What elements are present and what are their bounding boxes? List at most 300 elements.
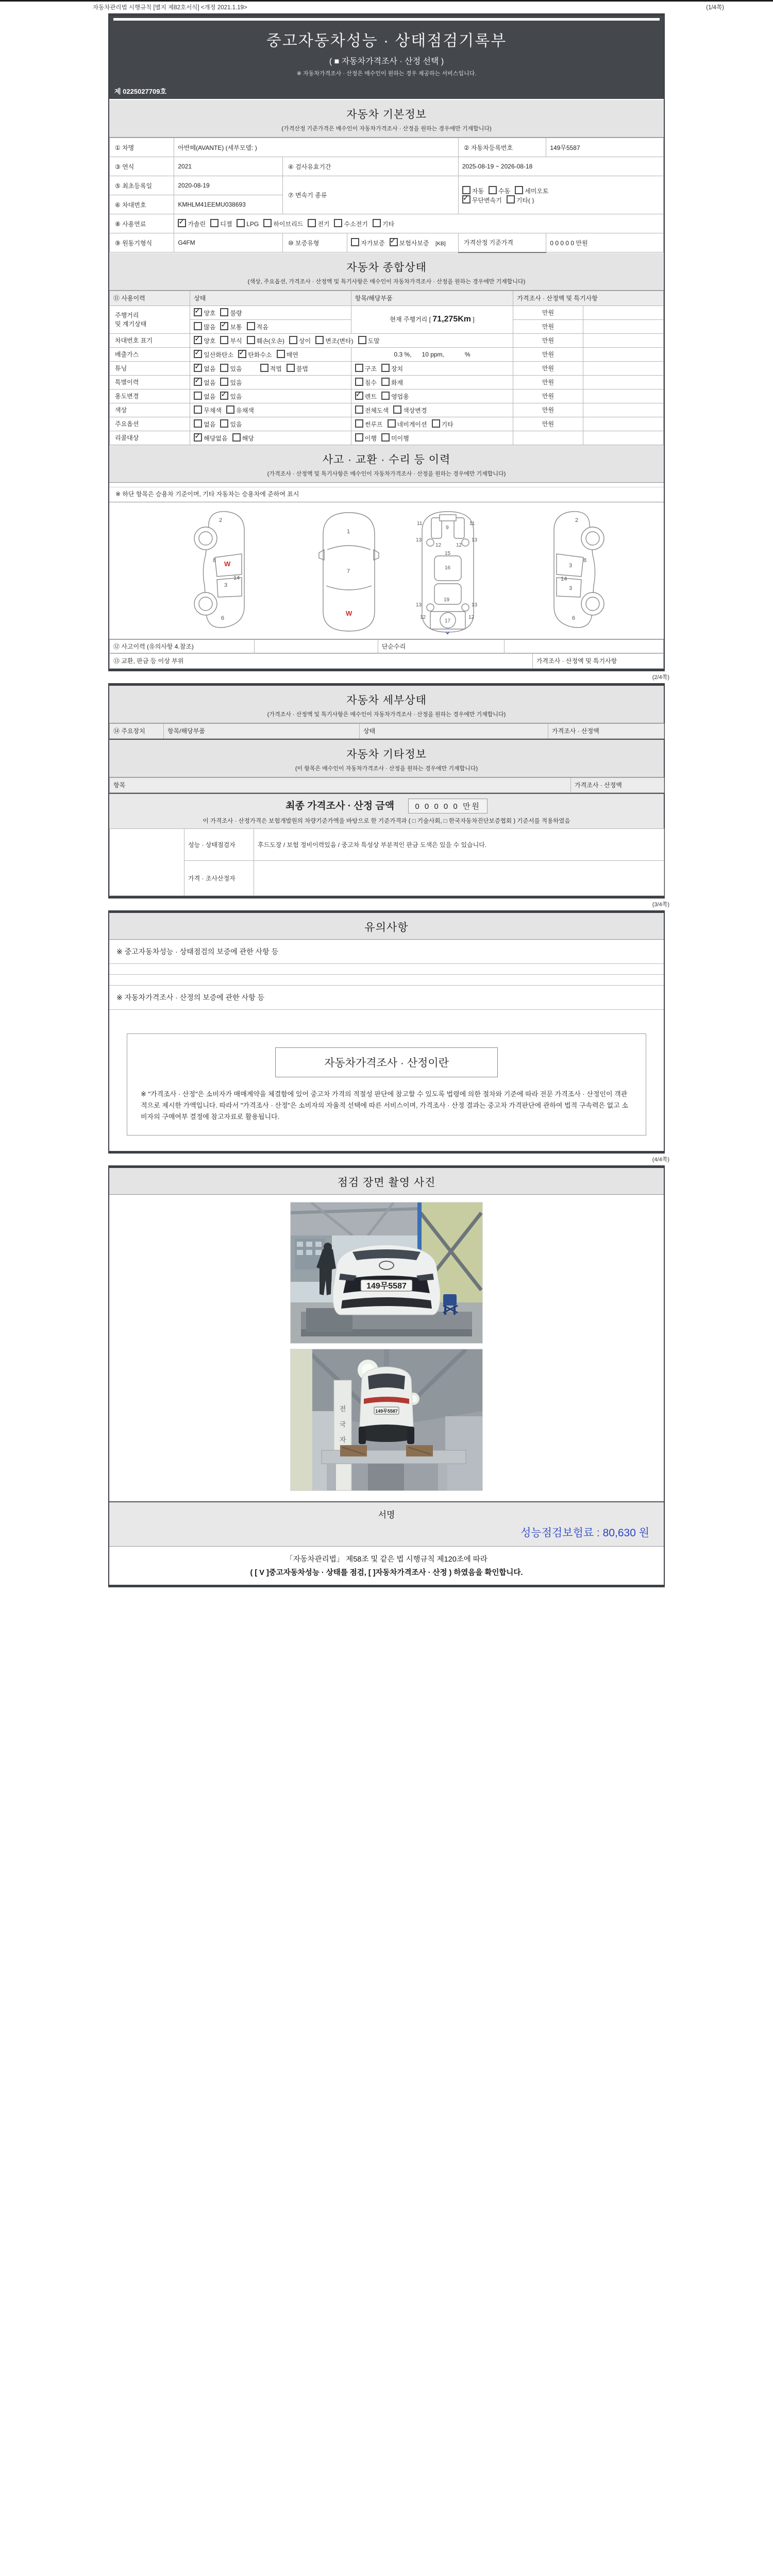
appraiser-opinion-text (254, 860, 664, 895)
row-category: 용도변경 (110, 389, 190, 403)
checkbox-option: 전기 (308, 219, 329, 228)
remark-cell (583, 361, 663, 375)
row-category: 튜닝 (110, 361, 190, 375)
inspection-fee-text: 성능점검보험료 : 80,630 원 (520, 1527, 649, 1539)
price-cell: 만원 (513, 319, 583, 333)
checkbox-checked-icon (194, 433, 202, 442)
field-label: 가격산정 기준가격 (458, 233, 546, 252)
confirmation-line-1: 「자동차관리법」 제58조 및 같은 법 시행규칙 제120조에 따라 (285, 1555, 488, 1564)
item-checks (351, 361, 513, 375)
legend-note: ※ 하단 항목은 승용차 기준이며, 기타 자동차는 승용차에 준하여 표시 (109, 487, 664, 502)
checkbox-option: 전체도색 (355, 405, 389, 415)
table-row (110, 389, 664, 403)
state-checks (190, 375, 351, 389)
accident-history-checks (255, 639, 378, 653)
field-label: ① 차명 (110, 138, 174, 157)
state-checks (190, 319, 351, 333)
signature-title: 서명 (378, 1510, 395, 1520)
section-overall-state (109, 253, 664, 291)
checkbox-icon (263, 219, 272, 227)
row-category: 차대번호 표기 (110, 333, 190, 347)
checkbox-icon (226, 405, 234, 414)
checkbox-option: 미이행 (381, 433, 409, 443)
column-header: 가격조사 · 산정액 (571, 777, 664, 792)
checkbox-icon (381, 364, 390, 372)
column-header: 항목/해당부품 (351, 291, 513, 306)
svg-text:14: 14 (561, 575, 567, 582)
svg-text:13: 13 (416, 602, 422, 608)
checkbox-option: 화재 (381, 378, 403, 387)
field-label: ⑨ 원동기형식 (110, 233, 174, 252)
price-box-title: 자동차가격조사 · 산정이란 (275, 1047, 498, 1077)
column-header: 항목/해당부품 (164, 723, 360, 738)
section-photos (109, 1168, 664, 1195)
checkbox-icon (432, 419, 440, 428)
inspection-photos (109, 1195, 664, 1501)
checkbox-icon (393, 405, 401, 414)
model-year-value: 2021 (174, 157, 283, 176)
checkbox-option: 썬루프 (355, 419, 383, 429)
table-row (110, 375, 664, 389)
table-row (110, 138, 664, 157)
svg-text:11: 11 (469, 520, 475, 527)
price-cell: 만원 (513, 375, 583, 389)
checkbox-icon (220, 419, 228, 428)
document-number: 제 0225027709호 (109, 81, 664, 100)
field-label: ⑤ 최초등록일 (110, 176, 174, 195)
section-title: 점검 장면 촬영 사진 (337, 1176, 436, 1189)
checkbox-icon (381, 392, 390, 400)
checkbox-checked-icon (220, 392, 228, 400)
table-row (110, 417, 664, 431)
checkbox-option: ✓ 가솔린 (178, 219, 206, 228)
field-label: ⑥ 차대번호 (110, 195, 174, 214)
checkbox-option: 이행 (355, 433, 377, 443)
vin-value: KMHLM41EEMU038693 (174, 195, 283, 214)
svg-text:국: 국 (339, 1420, 346, 1428)
detail-state-table (109, 723, 664, 739)
opinions-table (109, 828, 664, 896)
transmission-type-checks (458, 176, 663, 214)
notice-block1-header: ※ 중고자동차성능 · 상태점검의 보증에 관한 사항 등 (109, 940, 664, 964)
checkbox-icon (220, 336, 228, 344)
svg-text:2: 2 (575, 517, 579, 523)
remark-cell (583, 389, 663, 403)
checkbox-option: 없음 (194, 419, 215, 429)
checkbox-icon (351, 238, 359, 246)
notice-block3-header: ※ 자동차가격조사 · 산정의 보증에 관한 사항 등 (109, 986, 664, 1010)
checkbox-option: ✓ 있음 (220, 392, 242, 401)
price-cell (513, 431, 583, 445)
svg-text:13: 13 (416, 537, 422, 543)
field-label: ③ 연식 (110, 157, 174, 176)
row-category: 특별이력 (110, 375, 190, 389)
checkbox-option: 세미오토 (515, 186, 548, 195)
section-title: 자동차 기타정보 (346, 748, 427, 760)
final-price-band (109, 793, 664, 828)
state-checks (190, 333, 513, 347)
section-note: (가격조사 · 산정액 및 특기사항은 매수인이 자동차가격조사 · 산정을 원하는 경우에만 기재합니다) (267, 711, 506, 718)
section-note: (색상, 주요옵션, 가격조사 · 산정액 및 특기사항은 매수인이 자동차가격조사 · 산정을 원하는 경우에만 기재합니다) (247, 278, 526, 285)
basic-info-table (109, 138, 664, 253)
checkbox-checked-icon (194, 336, 202, 344)
table-row (110, 361, 664, 375)
state-checks (190, 403, 351, 417)
row-category: 배출가스 (110, 347, 190, 361)
checkbox-icon (308, 219, 316, 227)
price-cell: 만원 (513, 333, 583, 347)
simple-repair-label: 단순수리 (378, 639, 504, 653)
page-3 (108, 910, 665, 1154)
final-price-note: 이 가격조사 · 산정가격은 보험개발원의 차량기준가액을 바탕으로 한 기준가격과 ( □ 기술사회, □ 한국자동차진단보증협회 ) 기준서를 적용하였음 (203, 818, 570, 824)
document-title: 중고자동차성능 · 상태점검기록부 (266, 32, 507, 49)
confirmation-statement (109, 1547, 664, 1585)
checkbox-icon (194, 419, 202, 428)
item-values: 0.3 %, 10 ppm, % (351, 347, 513, 361)
checkbox-option: 디젤 (210, 219, 232, 228)
price-appraisal-info-box (127, 1033, 646, 1136)
checkbox-option: 하이브리드 (263, 219, 303, 228)
remark-cell (583, 431, 663, 445)
checkbox-checked-icon (194, 378, 202, 386)
checkbox-icon (194, 405, 202, 414)
checkbox-option: ✓ 해당없음 (194, 433, 227, 443)
checkbox-checked-icon (462, 195, 470, 204)
checkbox-option: 수동 (489, 186, 510, 195)
accident-history-table (109, 639, 664, 653)
checkbox-option: 침수 (355, 378, 377, 387)
form-note-row (93, 3, 724, 11)
remark-cell (583, 319, 663, 333)
checkbox-checked-icon (194, 350, 202, 358)
page-marker-3: (3/4쪽) (652, 901, 669, 908)
svg-text:15: 15 (445, 550, 451, 556)
inspection-period-value: 2025-08-19 ~ 2026-08-18 (458, 157, 663, 176)
svg-text:13: 13 (472, 537, 478, 543)
base-price-value: 0 0 0 0 0 만원 (546, 233, 664, 252)
svg-text:8: 8 (213, 557, 216, 564)
section-basic-info (109, 100, 664, 138)
checkbox-checked-icon (194, 364, 202, 372)
checkbox-option: 색상변경 (393, 405, 427, 415)
warranty-provider: [KB] (435, 241, 446, 247)
svg-text:자: 자 (339, 1435, 346, 1444)
table-row (110, 860, 664, 895)
checkbox-option: ✓양호 (194, 308, 215, 317)
checkbox-option: 있음 (220, 378, 242, 387)
svg-text:16: 16 (445, 565, 451, 571)
svg-text:19: 19 (444, 597, 450, 603)
state-mark-legend (109, 483, 664, 487)
table-row (110, 828, 664, 860)
section-other-info (109, 739, 664, 777)
checkbox-option: 무채색 (194, 405, 222, 415)
checkbox-option: 해당 (232, 433, 254, 443)
notice-block2 (109, 975, 664, 986)
svg-text:12: 12 (468, 614, 475, 620)
engine-type-value: G4FM (174, 233, 283, 252)
field-label: ⑦ 변속기 종류 (282, 176, 458, 214)
table-row (110, 214, 664, 233)
header-strip (113, 18, 660, 21)
row-category: 주요옵션 (110, 417, 190, 431)
panel-damage-table (109, 653, 664, 669)
signature-band (109, 1501, 664, 1547)
checkbox-option: ✓ 일산화탄소 (194, 350, 233, 359)
checkbox-checked-icon (220, 322, 228, 330)
svg-text:X: X (445, 630, 450, 634)
table-row (110, 403, 664, 417)
checkbox-option: 부식 (220, 336, 242, 345)
checkbox-option: 많음 (194, 322, 215, 331)
section-detail-state (109, 686, 664, 723)
svg-text:W: W (346, 609, 352, 617)
svg-text:13: 13 (472, 602, 478, 608)
svg-text:149무5587: 149무5587 (375, 1408, 398, 1414)
item-checks (351, 417, 513, 431)
document-subtitle-note: ※ 자동차가격조사 · 산정은 매수인이 원하는 경우 제공하는 서비스입니다. (296, 71, 477, 77)
opinions-category (110, 828, 184, 895)
section-notices (109, 913, 664, 940)
price-cell: 만원 (513, 417, 583, 431)
checkbox-checked-icon (178, 219, 186, 227)
law-note: 자동차관리법 시행규칙 [별지 제82호서식] <개정 2021.1.19> (93, 5, 247, 11)
inspector-label: 성능 · 상태점검자 (184, 828, 254, 860)
svg-text:W: W (224, 560, 231, 568)
checkbox-option: ✓ 보험사보증 (390, 238, 429, 247)
section-note: (가격산정 기준가격은 매수인이 자동차가격조사 · 산정을 원하는 경우에만 기재합니다) (281, 126, 492, 132)
state-checks (190, 306, 351, 319)
checkbox-icon (237, 219, 245, 227)
first-registration-value: 2020-08-19 (174, 176, 283, 195)
checkbox-option: 자가보증 (351, 238, 384, 247)
checkbox-option: 없음 (194, 392, 215, 401)
section-title: 사고 · 교환 · 수리 등 이력 (322, 453, 451, 466)
checkbox-option: 불법 (287, 364, 308, 373)
car-damage-diagram (109, 502, 664, 639)
final-price-label: 최종 가격조사 · 산정 금액 (285, 800, 395, 811)
item-checks (351, 431, 513, 445)
other-info-table (109, 777, 664, 793)
item-checks (351, 375, 513, 389)
checkbox-option: 매연 (277, 350, 298, 359)
page-1 (108, 13, 665, 671)
item-checks (351, 389, 513, 403)
inspection-photo-rear-lift (290, 1349, 483, 1491)
checkbox-icon (210, 219, 219, 227)
appraiser-label: 가격 · 조사산정자 (184, 860, 254, 895)
warranty-type-checks (347, 233, 459, 252)
document-subtitle: ( ■ 자동차가격조사 · 산정 선택 ) (329, 57, 444, 66)
section-title: 자동차 기본정보 (346, 109, 427, 121)
column-header: 가격조사 · 산정액 (548, 723, 664, 738)
checkbox-checked-icon (390, 238, 398, 246)
checkbox-icon (381, 433, 390, 442)
page-4 (108, 1165, 665, 1587)
checkbox-option: 변조(변타) (315, 336, 353, 345)
panel-header-right: 가격조사 · 산정액 및 특기사항 (532, 653, 663, 668)
column-header: 항목 (110, 777, 571, 792)
svg-text:3: 3 (569, 562, 573, 569)
inspection-photo-front (290, 1202, 483, 1344)
checkbox-option: ✓무단변속기 (462, 195, 502, 205)
checkbox-icon (515, 186, 523, 194)
checkbox-option: ✓ 탄화수소 (238, 350, 272, 359)
svg-text:11: 11 (417, 520, 423, 527)
checkbox-option: 기타 (373, 219, 394, 228)
inspector-opinion-text: 후드도장 / 보험 정비이력있음 / 중고차 특성상 부분적인 판금 도색은 있을 수 있습니다. (254, 828, 664, 860)
price-cell: 만원 (513, 389, 583, 403)
price-cell: 만원 (513, 347, 583, 361)
svg-text:6: 6 (221, 615, 225, 621)
svg-text:12: 12 (435, 542, 442, 548)
remark-cell (583, 347, 663, 361)
notice-block1 (109, 964, 664, 975)
checkbox-option: 수소전기 (334, 219, 367, 228)
svg-text:1: 1 (347, 528, 350, 535)
checkbox-icon (381, 378, 390, 386)
page-marker-1: (1/4쪽) (706, 5, 724, 11)
checkbox-icon (489, 186, 497, 194)
table-row (110, 233, 664, 252)
row-category: 리콜대상 (110, 431, 190, 445)
checkbox-option: 영업용 (381, 392, 409, 401)
final-price-value: 0 0 0 0 0 만원 (408, 799, 488, 814)
remark-cell (583, 375, 663, 389)
table-header-row (110, 291, 664, 306)
checkbox-icon (334, 219, 342, 227)
section-title: 유의사항 (364, 921, 409, 934)
panel-header-left: ⑬ 교환, 판금 등 이상 부위 (110, 653, 533, 668)
table-row (110, 333, 664, 347)
checkbox-icon (355, 378, 363, 386)
checkbox-icon (373, 219, 381, 227)
section-accident-history (109, 445, 664, 483)
checkbox-icon (232, 433, 241, 442)
table-header-row (110, 653, 664, 668)
checkbox-checked-icon (355, 392, 363, 400)
field-label: ⑧ 사용연료 (110, 214, 174, 233)
state-checks (190, 361, 351, 375)
table-header-row (110, 777, 664, 792)
checkbox-icon (507, 195, 515, 204)
column-header: 상태 (190, 291, 351, 306)
checkbox-icon (388, 419, 396, 428)
section-note: (가격조사 · 산정액 및 특기사항은 매수인이 자동차가격조사 · 산정을 원하는 경우에만 기재합니다) (267, 470, 506, 477)
checkbox-icon (194, 392, 202, 400)
checkbox-icon (220, 378, 228, 386)
checkbox-option: 장치 (381, 364, 403, 373)
svg-text:14: 14 (233, 574, 240, 581)
table-row (110, 157, 664, 176)
checkbox-option: 적음 (247, 322, 268, 331)
svg-text:3: 3 (569, 585, 573, 591)
svg-text:9: 9 (446, 524, 449, 531)
top-divider (0, 0, 773, 2)
checkbox-option: 기타( ) (507, 195, 534, 205)
remark-cell (583, 417, 663, 431)
checkbox-option: 있음 (220, 364, 242, 373)
state-checks (190, 347, 351, 361)
checkbox-icon (355, 419, 363, 428)
checkbox-option: 기타 (432, 419, 453, 429)
car-diagram-svg (109, 505, 664, 634)
checkbox-icon (355, 405, 363, 414)
accident-history-label: ⑫ 사고이력 (유의사항 4.참조) (110, 639, 255, 653)
checkbox-icon (358, 336, 366, 344)
table-row (110, 431, 664, 445)
simple-repair-checks (504, 639, 663, 653)
checkbox-icon (220, 364, 228, 372)
checkbox-option: ✓ 렌트 (355, 392, 377, 401)
checkbox-icon (247, 322, 255, 330)
checkbox-icon (194, 322, 202, 330)
price-cell: 만원 (513, 403, 583, 417)
remark-cell (583, 333, 663, 347)
svg-text:12: 12 (456, 542, 462, 548)
table-row (110, 306, 664, 319)
checkbox-option: ✓ 양호 (194, 336, 215, 345)
section-note: (이 항목은 매수인이 자동차가격조사 · 산정을 원하는 경우에만 기재합니다) (295, 765, 478, 772)
checkbox-option: 유채색 (226, 405, 254, 415)
checkbox-icon (355, 433, 363, 442)
column-header: ⑪ 사용이력 (110, 291, 190, 306)
checkbox-option: ✓ 보통 (220, 322, 242, 331)
fuel-type-checks (174, 214, 664, 233)
section-title: 자동차 세부상태 (346, 694, 427, 706)
page-2 (108, 683, 665, 899)
column-header: ⑭ 주요장치 (110, 723, 164, 738)
checkbox-icon (247, 336, 255, 344)
checkbox-option: 자동 (462, 186, 484, 195)
remark-cell (583, 403, 663, 417)
svg-text:17: 17 (445, 618, 451, 624)
svg-text:7: 7 (347, 568, 350, 574)
remark-cell (583, 306, 663, 319)
checkbox-icon (289, 336, 297, 344)
car-name-value: 아반떼(AVANTE) (세부모델: ) (174, 138, 459, 157)
checkbox-option: 적법 (260, 364, 282, 373)
checkbox-icon (355, 364, 363, 372)
state-checks (190, 431, 351, 445)
item-checks (351, 403, 513, 417)
checkbox-option: 도말 (358, 336, 380, 345)
page-marker-2: (2/4쪽) (652, 674, 669, 681)
checkbox-option: 구조 (355, 364, 377, 373)
field-label: ④ 검사유효기간 (282, 157, 458, 176)
column-header: 가격조사 · 산정액 및 특기사항 (513, 291, 664, 306)
state-checks (190, 417, 351, 431)
checkbox-icon (462, 186, 470, 194)
checkbox-checked-icon (238, 350, 246, 358)
checkbox-option: 훼손(오손) (247, 336, 284, 345)
price-cell: 만원 (513, 306, 583, 319)
section-title: 자동차 종합상태 (346, 261, 427, 274)
checkbox-icon (260, 364, 268, 372)
price-cell: 만원 (513, 361, 583, 375)
checkbox-icon (287, 364, 295, 372)
field-label: ⑩ 보증유형 (282, 233, 347, 252)
checkbox-option: ✓ 없음 (194, 364, 215, 373)
svg-text:6: 6 (572, 615, 576, 621)
table-header-row (110, 723, 664, 738)
field-label: ② 자동차등록번호 (458, 138, 546, 157)
overall-state-table (109, 291, 664, 445)
table-row (110, 347, 664, 361)
svg-text:2: 2 (219, 517, 223, 523)
checkbox-icon (315, 336, 324, 344)
table-row (110, 639, 664, 653)
